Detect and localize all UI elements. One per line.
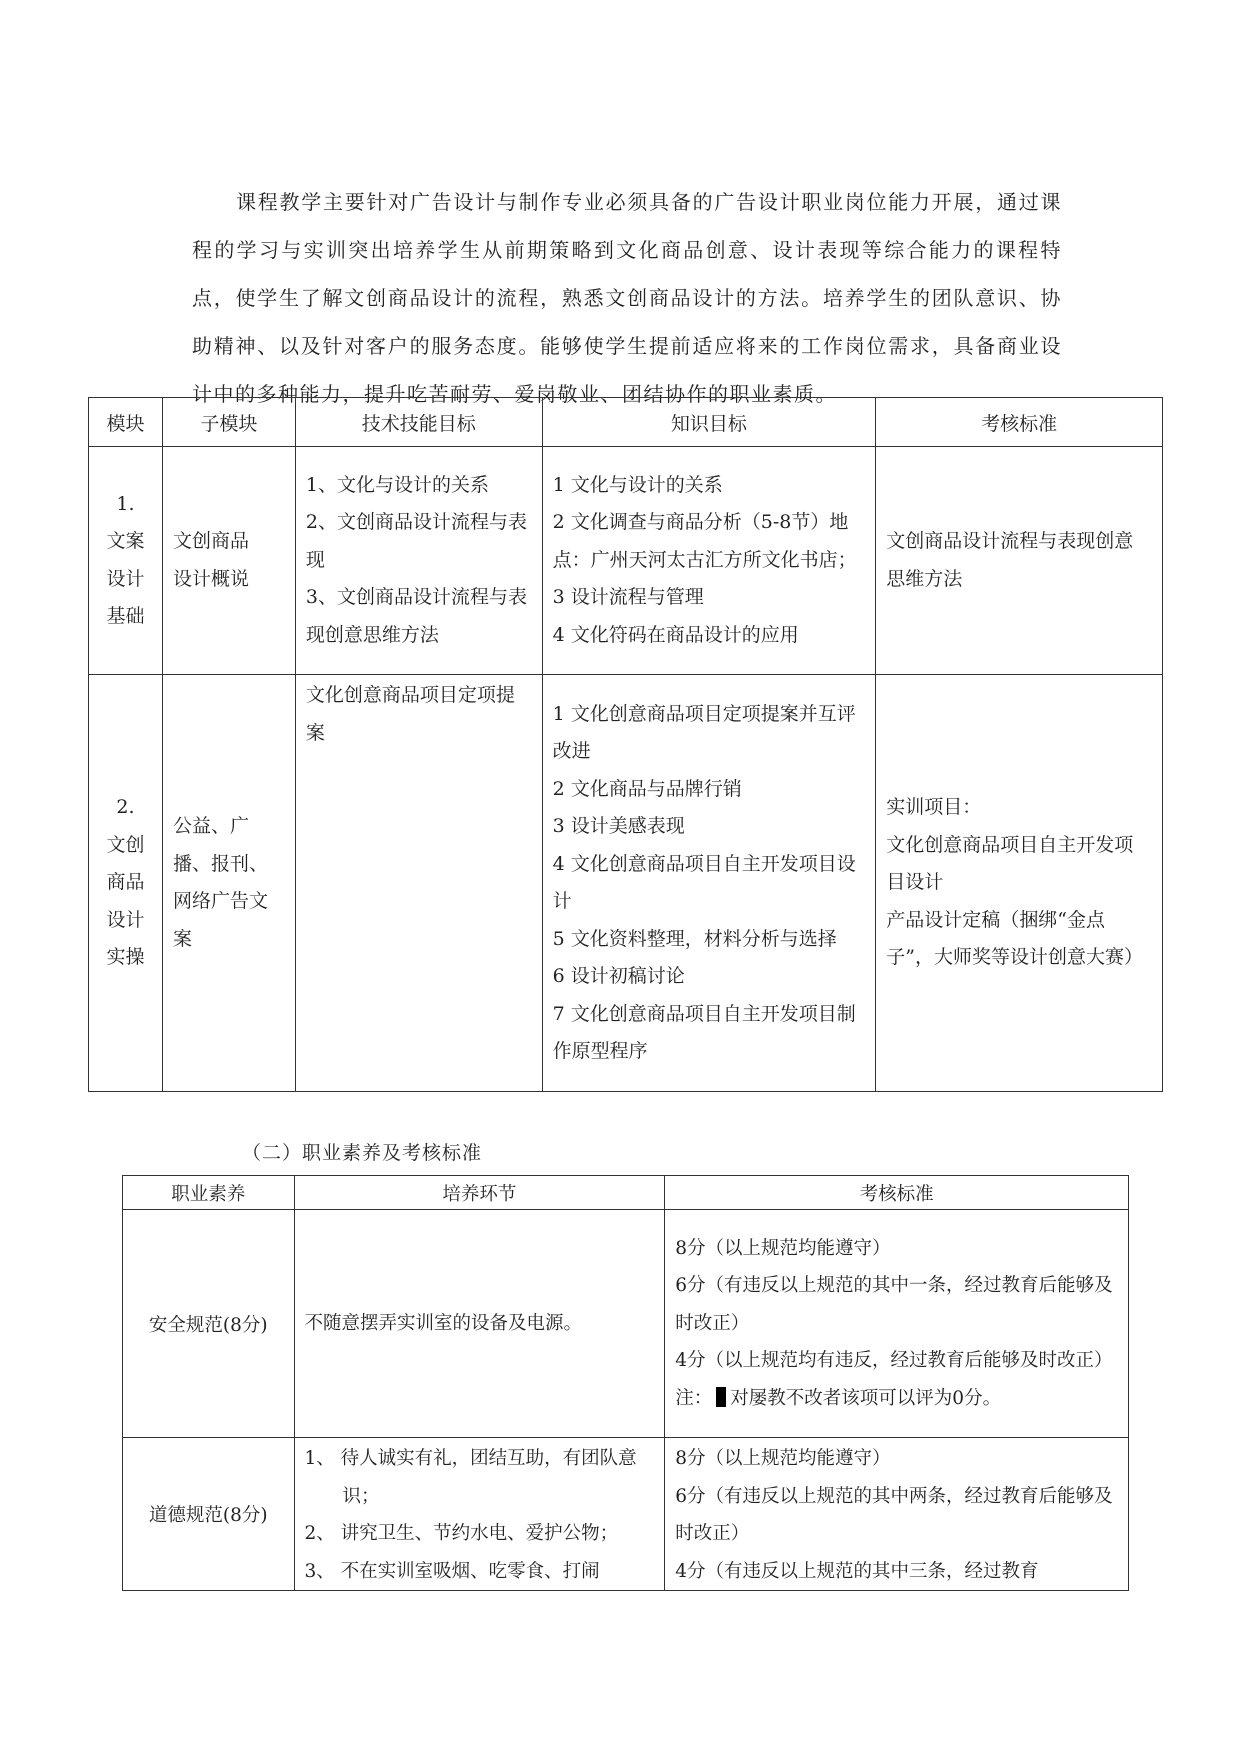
- header-cell: 模块: [89, 398, 163, 447]
- text-line: 6分（有违反以上规范的其中一条，经过教育后能够及时改正）: [675, 1275, 1113, 1334]
- header-cell: 技术技能目标: [295, 398, 542, 447]
- text-line: 2、 讲究卫生、节约水电、爱护公物；: [304, 1523, 619, 1544]
- text-line: 实操: [106, 946, 145, 969]
- text-line: 8分（以上规范均能遵守）: [675, 1448, 891, 1469]
- header-cell: 职业素养: [123, 1176, 295, 1210]
- table-header-row: [89, 398, 1163, 447]
- submodule-cell: [162, 447, 295, 675]
- text-line: 文创: [106, 833, 145, 856]
- professional-quality-table: [122, 1175, 1129, 1591]
- skills-cell: [295, 447, 542, 675]
- header-cell: 考核标准: [665, 1176, 1129, 1210]
- text-line: 4分（以上规范均有违反，经过教育后能够及时改正）: [675, 1350, 1113, 1372]
- note-prefix: 注：: [675, 1387, 713, 1409]
- table-row: [89, 675, 1163, 1092]
- criteria-cell: [665, 1438, 1129, 1591]
- text-line: 公益、广播、报刊、网络广告文案: [172, 815, 268, 950]
- text-line: 5 文化资料整理，材料分析与选择: [552, 927, 837, 950]
- text-line: 文案: [106, 530, 145, 552]
- note-line: [675, 1380, 1118, 1418]
- text-line: 1.: [116, 492, 135, 515]
- text-line: 1 文化创意商品项目定项提案并互评改进: [552, 702, 856, 762]
- text-line: 4 文化创意商品项目自主开发项目设计: [552, 852, 856, 912]
- assessment-cell: [876, 675, 1163, 1092]
- text-line: 文化创意商品项目自主开发项目设计: [886, 833, 1134, 894]
- text-line: 3 设计美感表现: [552, 815, 685, 837]
- module-table: [88, 397, 1163, 1092]
- training-cell: [294, 1438, 665, 1591]
- text-line: 1、文化与设计的关系: [305, 473, 489, 496]
- text-line: 2 文化商品与品牌行销: [552, 777, 742, 800]
- text-line: 1 文化与设计的关系: [552, 473, 723, 496]
- header-cell: 考核标准: [876, 398, 1163, 447]
- text-line: 基础: [106, 605, 145, 627]
- text-line: 4 文化符码在商品设计的应用: [552, 623, 799, 646]
- text-line: 设计: [106, 567, 145, 590]
- skills-cell: [295, 675, 542, 1092]
- text-line: 3 设计流程与管理: [552, 586, 704, 609]
- table-header-row: [123, 1176, 1129, 1210]
- text-line: 3、文创商品设计流程与表现创意思维方法: [305, 586, 527, 646]
- text-line: 文创商品设计流程与表现创意思维方法: [886, 530, 1134, 590]
- text-line: 7 文化创意商品项目自主开发项目制作原型程序: [552, 1002, 856, 1062]
- text-line: 2、文创商品设计流程与表现: [305, 511, 527, 571]
- text-line: 文化创意商品项目定项提案: [305, 684, 515, 744]
- text-line: 商品: [106, 871, 145, 894]
- text-line: 3、 不在实训室吸烟、吃零食、打闹: [304, 1560, 600, 1582]
- text-line: 8分（以上规范均能遵守）: [675, 1237, 891, 1259]
- text-line: 6分（有违反以上规范的其中两条，经过教育后能够及时改正）: [675, 1485, 1113, 1544]
- criteria-cell: [665, 1210, 1129, 1438]
- module-cell: [89, 675, 163, 1092]
- text-line: 文创商品: [172, 530, 249, 552]
- knowledge-cell: [542, 675, 876, 1092]
- assessment-cell: [876, 447, 1163, 675]
- text-line: 4分（有违反以上规范的其中三条，经过教育: [675, 1560, 1039, 1582]
- text-line: 2 文化调查与商品分析（5-8节）地点：广州天河太古汇方所文化书店；: [552, 511, 857, 571]
- section-heading: （二）职业素养及考核标准: [242, 1142, 483, 1164]
- text-line: 设计: [106, 908, 145, 931]
- table-row: [123, 1438, 1129, 1591]
- text-line: 设计概说: [172, 567, 249, 590]
- table-row: [89, 447, 1163, 675]
- submodule-cell: [162, 675, 295, 1092]
- note-text: 对屡教不改者该项可以评为0分。: [730, 1387, 1002, 1409]
- module-cell: [89, 447, 163, 675]
- table-row: [123, 1210, 1129, 1438]
- header-cell: 子模块: [162, 398, 295, 447]
- redaction-block: [716, 1387, 726, 1407]
- text-line: 实训项目：: [886, 796, 982, 819]
- text-line: 产品设计定稿（捆绑“金点子”，大师奖等设计创意大赛）: [886, 908, 1143, 969]
- knowledge-cell: [542, 447, 876, 675]
- quality-cell: 道德规范(8分): [123, 1438, 295, 1591]
- text-line: 6 设计初稿讨论: [552, 965, 685, 987]
- header-cell: 知识目标: [542, 398, 876, 447]
- text-line: 不随意摆弄实训室的设备及电源。: [304, 1312, 583, 1334]
- text-line: 2.: [116, 796, 135, 819]
- training-cell: [294, 1210, 665, 1438]
- quality-cell: 安全规范(8分): [123, 1210, 295, 1438]
- header-cell: 培养环节: [294, 1176, 665, 1210]
- intro-paragraph: 课程教学主要针对广告设计与制作专业必须具备的广告设计职业岗位能力开展，通过课程的学习与实训突出培养学生从前期策略到文化商品创意、设计表现等综合能力的课程特点，使学生了解文创商品设计的流程，熟悉文创商品设计的方法。培养学生的团队意识、协助精神、以及针对客户的服务态度。能够使学生提前适应将来的工作岗位需求，具备商业设计中的多种能力，提升吃苦耐劳、爱岗敬业、团结协作的职业素质。: [192, 190, 1062, 406]
- text-line: 1、 待人诚实有礼，团结互助，有团队意识；: [304, 1448, 637, 1507]
